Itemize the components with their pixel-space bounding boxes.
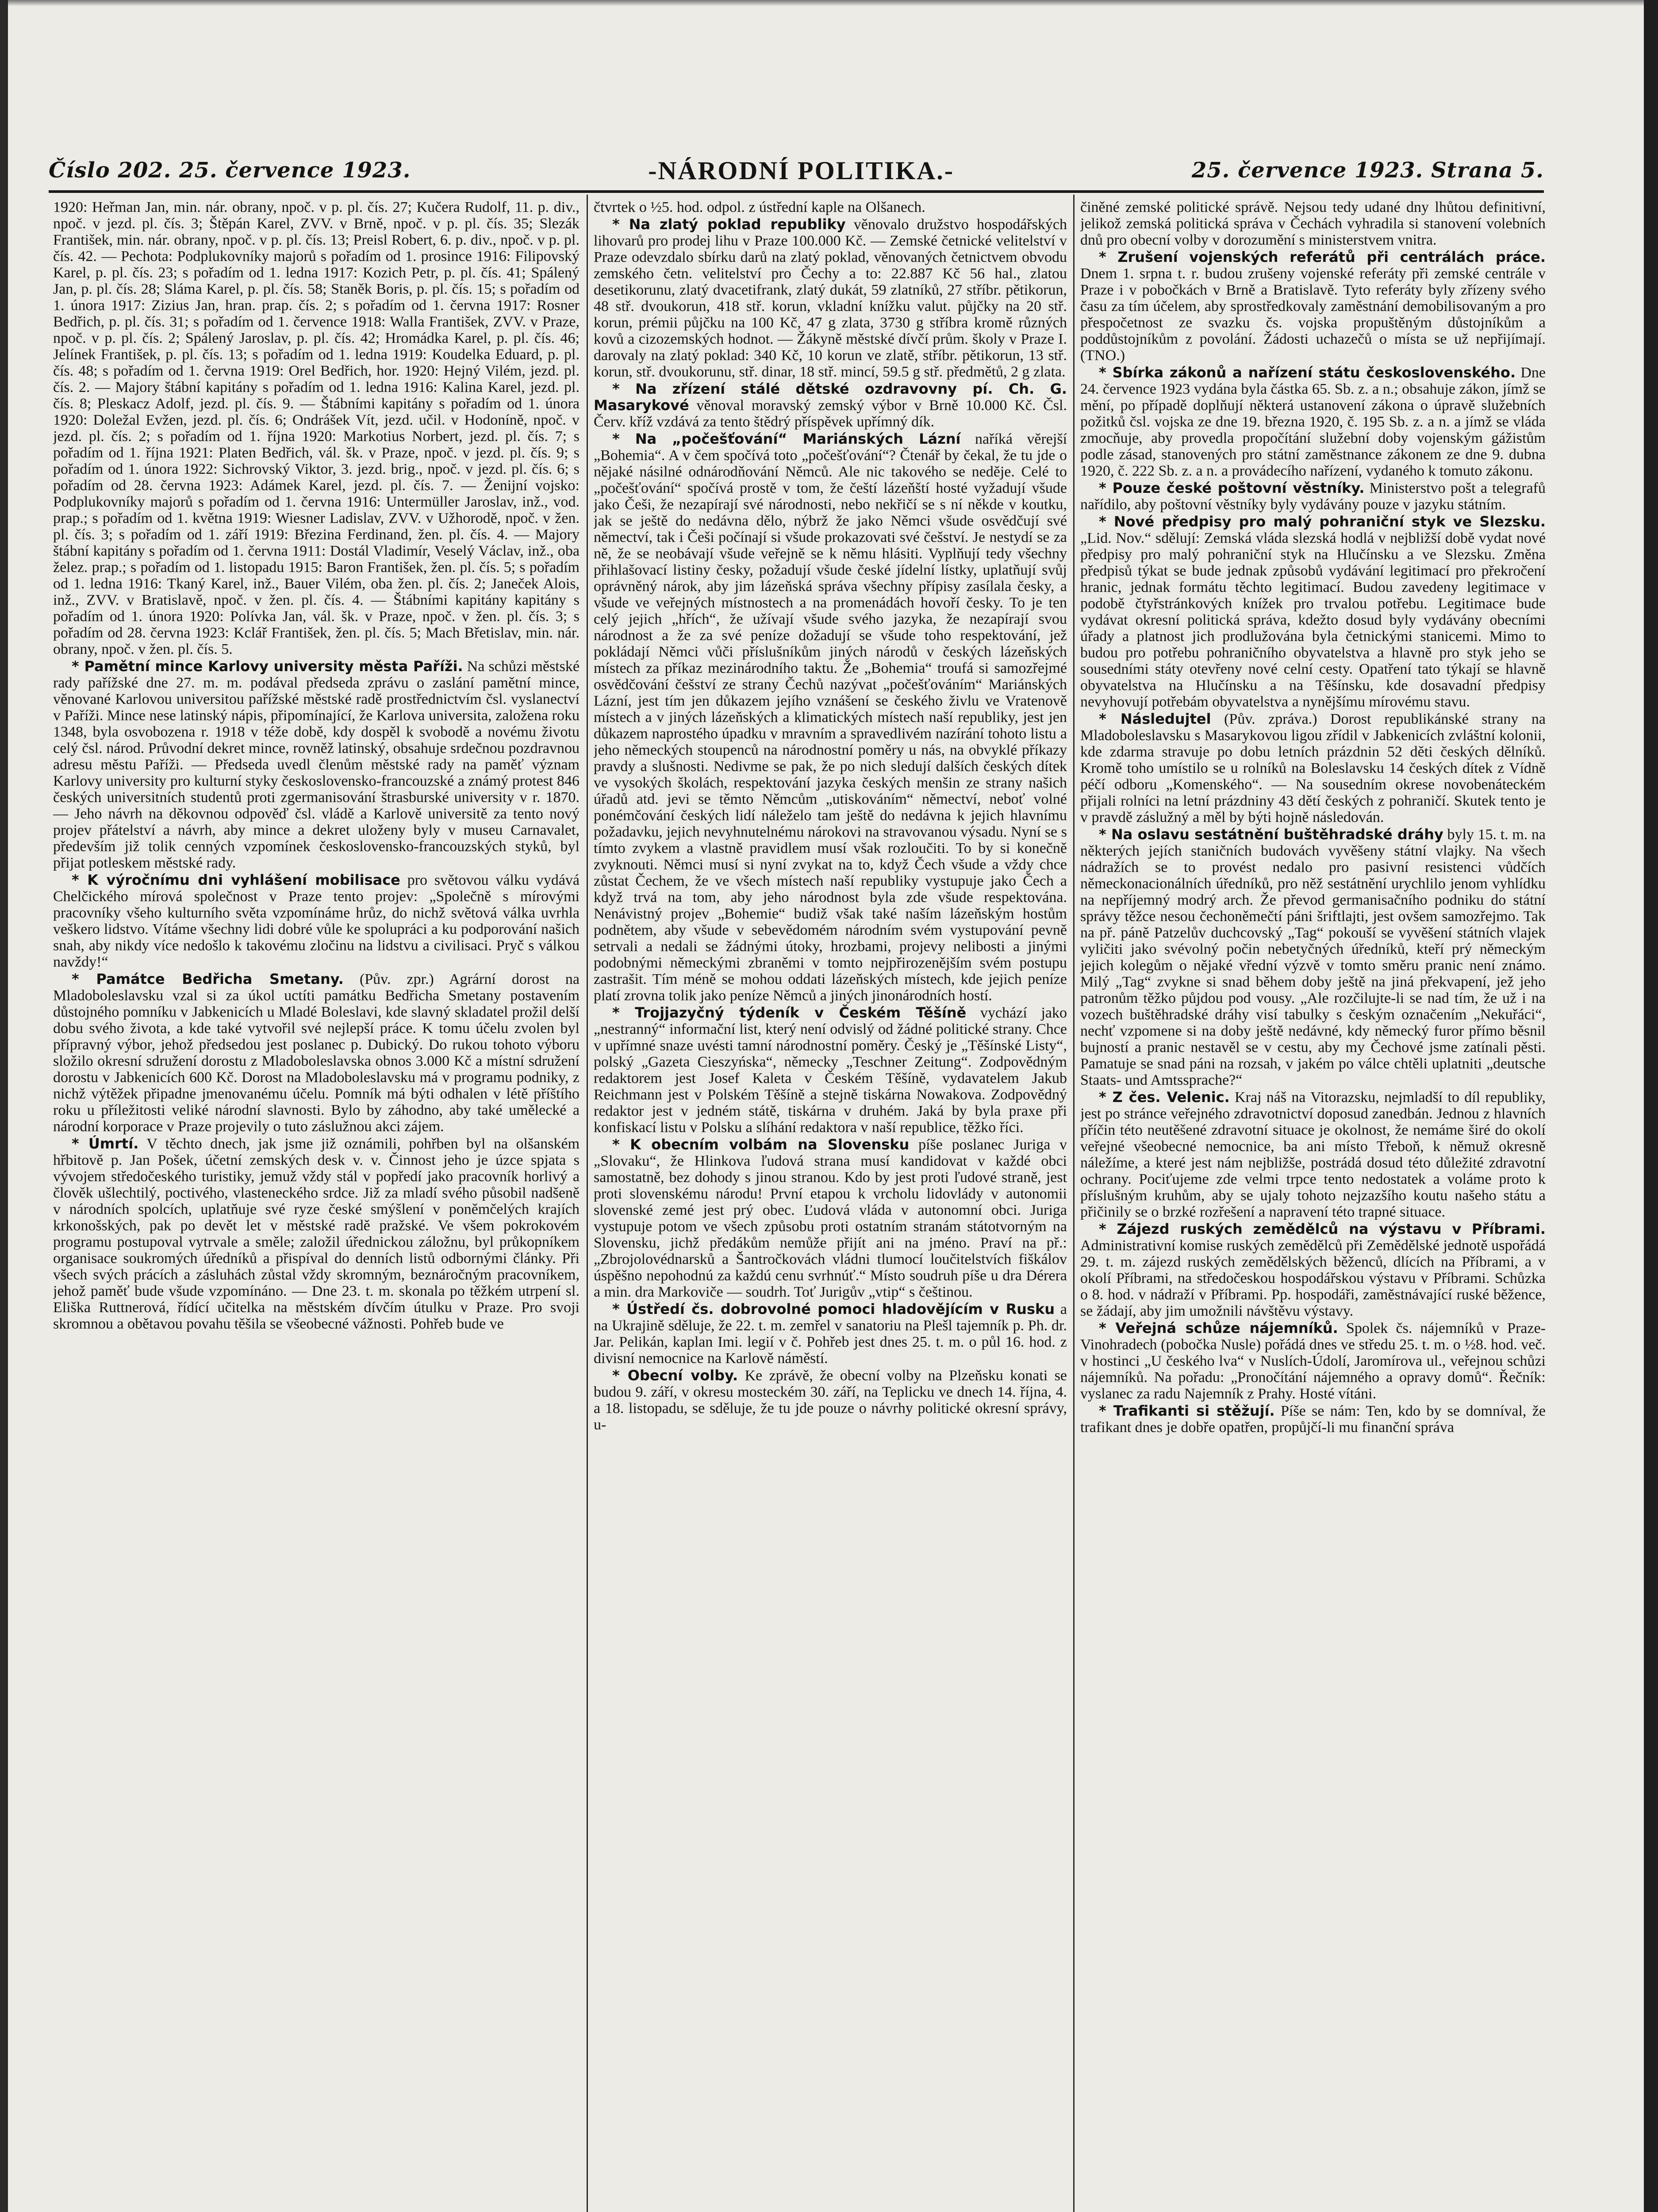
article-text: (Pův. zpr.) Agrární dorost na Mladoboleslavsku vzal si za úkol uctíti památku Bedřicha Smetany postavením důstojného pomníku v Jabkenicích u Mladé Boleslavi, kde slavný skladatel prožil delší dobu svého života, a kde také vytvořil své nejlepší práce. K tomu účelu zvolen byl přípravný výbor, jehož předsedou jest poslanec p. Dubický. Do rukou tohoto výboru složilo okresní sdružení dorostu z Mladoboleslavska obnos 3.000 Kč a místní sdružení dorostu v Jabkenicích 600 Kč. Dorost na Mladoboleslavsku má v programu podniky, z nichž výtěžek připadne jmenovanému účelu. Pomník má býti odhalen v létě příštího roku u příležitosti veliké národní slavnosti. Bylo by záhodno, aby také umělecké a národní korporace v Praze projevily o tuto záslužnou akci zájem. [53,971,580,1135]
article-paragraph [594,1005,1067,1136]
article-headline: * Na „počešťování“ Mariánských Lázní [612,430,961,447]
article-headline: * Pouze české poštovní věstníky. [1099,480,1365,496]
article-headline: * Zájezd ruských zemědělců na výstavu v Příbrami. [1099,1221,1546,1237]
article-paragraph [1080,1320,1546,1402]
article-paragraph [1080,1089,1546,1220]
article-headline: * Na oslavu sestátnění buštěhradské dráhy [1099,826,1443,843]
scan-shadow-top [8,0,1644,6]
article-paragraph [594,1137,1067,1300]
article-headline: * Obecní volby. [612,1367,738,1384]
article-paragraph [594,431,1067,1004]
article-text: pro světovou válku vydává Chelčického mírová společnost v Praze tento projev: „Společně s mírovými pracovníky všeho kulturního světa vzpomínáme hrůz, do nichž světová válka uvrhla veškero lidstvo. Vítáme všechny lidi dobré vůle ke spolupráci a ku podporování našich snah, aby nikdy více nedošlo k takovému zločinu na lidstvu a civilisaci. Pryč s válkou navždy!“ [53,872,580,970]
article-paragraph [594,1301,1067,1367]
article-headline: * Pamětní mince Karlovy university města Paříži. [72,658,463,675]
article-paragraph [53,971,580,1135]
article-headline: * Na zřízení stálé dětské ozdravovny pí. Ch. G. Masarykové [594,380,1067,414]
article-paragraph [53,658,580,871]
article-headline: * Následujtel [1099,710,1211,727]
article-text: Ministerstvo pošt a telegrafů nařídilo, aby poštovní věstníky byly vydávány pouze v jazyku státním. [1080,480,1546,513]
article-headline: * Z čes. Velenic. [1099,1089,1230,1106]
article-paragraph [1080,480,1546,513]
article-paragraph [594,1367,1067,1433]
article-text: Administrativní komise ruských zemědělců při Zemědělské jednotě uspořádá 29. t. m. zájezd ruských zemědělských běženců, dlících na Příbrami, a v okolí Příbrami, na středočeskou hospodářskou výstavu v Příbrami. Schůzka o 8. hod. v nádraží v Příbrami. Pp. hospodáři, zaměstnávající ruské běžence, se žádají, aby jim umožnili návštěvu výstavy. [1080,1237,1546,1319]
article-headline: * Sbírka zákonů a nařízení státu československého. [1099,364,1516,381]
article-text: 1920: Heřman Jan, min. nár. obrany, npoč. v p. pl. čís. 27; Kučera Rudolf, 11. p. div., npoč. v jezd. pl. čís. 3; Štěpán Karel, ZVV. v Brně, npoč. v p. pl. čís. 35; Slezák František, min. nár. obrany, npoč. v p. pl. čís. 13; Preisl Robert, 6. p. div., npoč. v p. pl. čís. 42. — Pechota: Podplukovníky majorů s pořadím od 1. prosince 1916: Filipovský Karel, p. pl. čís. 23; s pořadím od 1. ledna 1917: Kozich Petr, p. pl. čís. 41; Spálený Jan, p. pl. čís. 28; Sláma Karel, p. pl. čís. 58; Staněk Boris, p. pl. čís. 15; s pořadím od 1. února 1917: Zizius Jan, hran. prap. čís. 2; s pořadím od 1. června 1917: Rosner Bedřich, p. pl. čís. 31; s pořadím od 1. července 1918: Walla František, ZVV. v Praze, npoč. v p. pl. čís. 2; Spálený Jaroslav, p. pl. čís. 42; Hromádka Karel, p. pl. čís. 46; Jelínek František, p. pl. čís. 13; s pořadím od 1. ledna 1919: Koudelka Eduard, p. pl. čís. 48; s pořadím od 1. června 1919: Orel Bedřich, hor. 1920: Hejný Vilém, jezd. pl. čís. 2. — Majory štábní kapitány s pořadím od 1. ledna 1916: Kalina Karel, jezd. pl. čís. 8; Pleskacz Adolf, jezd. pl. čís. 9. — Štábními kapitány s pořadím od 1. února 1920: Doležal Evžen, jezd. pl. čís. 6; Ondrášek Vít, jezd. učil. v Hodoníně, npoč. v jezd. pl. čís. 2; s pořadím od 1. října 1920: Markotius Norbert, jezd. pl. čís. 7; s pořadím od 1. října 1921: Platen Bedřich, vál. šk. v Praze, npoč. v jezd. pl. čís. 9; s pořadím od 1. února 1922: Sichrovský Viktor, 3. jezd. brig., npoč. v jezd. pl. čís. 6; s pořadím od 28. června 1923: Adámek Karel, jezd. pl. čís. 7. — Ženijní vojsko: Podplukovníky majorů s pořadím od 1. června 1916: Untermüller Jaroslav, inž., vod. prap.; s pořadím od 1. května 1919: Wiesner Ladislav, ZVV. v Užhorodě, npoč. v žen. pl. čís. 3; s pořadím od 1. září 1919: Březina Ferdinand, žen. pl. čís. 4. — Majory štábní kapitány s pořadím od 1. června 1911: Dostál Vladimír, Veselý Václav, inž., oba želez. prap.; s pořadím od 1. listopadu 1915: Baron František, žen. pl. čís. 5; s pořadím od 1. ledna 1916: Tkaný Karel, inž., Bauer Vilém, oba žen. pl. čís. 2; Janeček Alois, inž., ZVV. v Bratislavě, npoč. v žen. pl. čís. 4. — Štábními kapitány kapitány s pořadím od 1. února 1920: Polívka Jan, vál. šk. v Praze, npoč. v žen. pl. čís. 3; s pořadím od 28. června 1923: Kclář František, žen. pl. čís. 5; Mach Břetislav, min. nár. obrany, npoč. v žen. pl. čís. 5. [53,199,580,657]
article-paragraph [53,1136,580,1332]
article-text: byly 15. t. m. na některých jejích staničních budovách vyvěšeny státní vlajky. Na všech nádražích se to provést nedalo pro pasivní resistenci vůdčích německonacionálních úředníků, pro něž sestátnění urychlilo jenom vyhlídku na nepříjemný modrý arch. Že převod germanisačního podniku do státní správy těžce nesou čechoněmečtí páni šriftlajti, jest ovšem samozřejmo. Tak na př. páně Patzelův duchcovský „Tag“ pokouší se vyvěšení státních vlajek vyličiti jako svévolný počin nebetyčných úředníků, kteří prý německým jejich kolegům o nějaké vřední výzvě v tomto směru pranic není známo. Milý „Tag“ zvykne si snad během doby ještě na jiná překvapení, jež jeho patronům těžko půjdou pod vousy. „Ale rozčilujte-li se nad tím, že už i na vozech buštěhradské dráhy visí tabulky s českým označením „Nekuřáci“, nechť vzpomene si na doby ještě nedávné, kdy německý furor přímo běsnil bujností a pranic nestavěl se v cestu, aby my Čechové jsme zatínali pěsti. Pamatuje se snad páni na rozsah, v jakém po válce chtěli uplatniti „deutsche Staats- und Amtssprache?“ [1080,826,1546,1088]
article-text: Spolek čs. nájemníků v Praze-Vinohradech (pobočka Nusle) pořádá dnes ve středu 25. t. m. o ½8. hod. več. v hostinci „U českého lva“ v Nuslích-Údolí, Jaromírova ul., veřejnou schůzi nájemníků. Na pořadu: „Pronočítání nájemného a opravy domů“. Řečník: vyslanec za radu Najemník z Prahy. Hosté vítáni. [1080,1320,1546,1402]
article-text: Píše se nám: Ten, kdo by se domníval, že trafikant dnes je dobře opatřen, propůjčí-li mu finanční správa [1080,1403,1546,1436]
article-headline: * Zrušení vojenských referátů při centrálách práce. [1099,249,1546,265]
article-text: „Lid. Nov.“ sdělují: Zemská vláda slezská hodlá v nejbližší době vydat nové předpisy pro malý pohraniční styk na Hlučínsku a ve Slezsku. Změna předpisů týkat se bude jednak způsobů vydávání legitimací pro překročení hranic, jednak formátu těchto legitimací. Budou zavedeny legitimace v podobě čtyřstránkových knížek pro trvalou potřebu. Legitimace bude vydávat okresní politická správa, kdežto dosud byly vydávány obecními úřady a platnost jich prodlužována byla četnickými stanicemi. Mimo to budou pro potřebu pohraničního obyvatelstva a hlavně pro styk jeho se sousedními státy otevřeny nové celní cesty. Opatření tato týkají se hlavně obyvatelstva na Hlučínsku a na Těšínsku, kde dosavadní předpisy nevyhovují potřebám obyvatelstva a nynějšímu mírovému stavu. [1080,530,1546,710]
column-2 [594,199,1067,2212]
article-headline: * Veřejná schůze nájemníků. [1099,1320,1338,1336]
article-headline: * Ústředí čs. dobrovolné pomoci hladovějícím v Rusku [612,1301,1055,1317]
header-rule [49,190,1544,193]
article-headline: * Nové předpisy pro malý pohraniční styk ve Slezsku. [1099,513,1546,530]
column-3 [1080,199,1546,2212]
article-headline: * K výročnímu dni vyhlášení mobilisace [72,872,400,888]
article-paragraph [594,216,1067,380]
article-headline: * Trojjazyčný týdeník v Českém Těšíně [612,1004,967,1021]
scan-border-right [1644,0,1658,2212]
issue-number-date: Číslo 202. 25. července 1923. [49,158,411,183]
column-1 [53,199,580,2212]
column-divider-2 [1073,195,1075,2212]
article-text: Na schůzi městské rady pařížské dne 27. m. m. podával předseda zprávu o zaslání pamětní mince, věnované Karlovou universitou pařížské městské radě prostřednictvím čsl. vyslanectví v Paříži. Mince nese latinský nápis, připomínající, že Karlova universita, založena roku 1348, byla osvobozena r. 1918 v téže době, kdy dospěl k svobodě a novému životu celý čsl. národ. Průvodní dekret mince, rovněž latinský, obsahuje srdečnou pozdravnou adresu městu Paříži. — Předseda uvedl členům městské rady na paměť význam Karlovy university pro kulturní styky československo-francouzské a známý protest 846 českých universitních studentů proti zgermanisování štrasburské university v r. 1870. — Jeho návrh na děkovnou odpověď čsl. vládě a Karlově universitě za tento nový projev přátelství a návrh, aby mince a dekret uloženy byly v museu Carnavalet, především již tolik cenných vzpomínek československo-francouzských styků, byl přijat potleskem městské rady. [53,658,580,871]
article-text: (Pův. zpráva.) Dorost republikánské strany na Mladoboleslavsku s Masarykovou ligou zřídil v Jabkenicích zvláštní kolonii, kde zdarma stravuje po dobu letních prázdnin 52 děti českých dělníků. Kromě toho umístilo se u rolníků na Boleslavsku 14 českých dítek z Vídně péčí odboru „Komenského“. — Na sousedním okrese novobenáteckém přijali rolníci na letní prázdniny 43 dětí českých z pohraničí. Skutek tento je v pravdě záslužný a měl by býti hojně následován. [1080,711,1546,826]
article-text: V těchto dnech, jak jsme již oznámili, pohřben byl na olšanském hřbitově p. Jan Pošek, účetní zemských desk v. v. Činnost jeho je úzce spjata s vývojem středočeského turistiky, jemuž vždy stál v popředí jako pracovník horlivý a člověk ušlechtilý, poctivého, vlasteneckého srdce. Již za mladí svého působil nadšeně v národních spolcích, uplatňuje své ryze české smýšlení v poněmčelých krajích krkonošských, pak po devět let v městské radě pražské. Ve všem pokrokovém programu postupoval vytrvale a směle; založil úřednickou záložnu, byl průkopníkem organisace soukromých úředníků a přispíval do denních listů odbornými články. Při všech svých prácích a zásluhách zůstal vždy skromným, beznáročným pracovníkem, jehož paměť bude všude vzpomínáno. — Dne 23. t. m. skonala po těžkém utrpení sl. Eliška Ruttnerová, řídící učitelka na městském dívčím útulku v Praze. Pro svoji skromnou a obětavou povahu těšila se všeobecné vážnosti. Pohřeb bude ve [53,1136,580,1332]
article-text: píše poslanec Juriga v „Slovaku“, že Hlinkova ľudová strana musí kandidovat v každé obci samostatně, bez dohody s jinou stranou. Kdo by jest proti ľudové straně, jest proti slovenskému národu! První etapou k vrcholu lidovlády v autonomii slovenské zemé jest prý obec. Ľudová vláda v autonomní obci. Juriga vystupuje potom ve všech způsobu proti ostatním stranám státotvorným na Slovensku, jichž předákům nemůže přijít ani na jméno. Praví na př.: „Zbrojolovédnarsků a Šantročkovách vládni tlumocí loučitelstvích fiškálov úspěšno nepohodnú za každú cenu svrhnúť.“ Místo soudruh píše u dra Dérera a min. dra Markoviče — soudrh. Toť Jurigův „vtip“ s češtinou. [594,1137,1067,1300]
article-paragraph [1080,365,1546,479]
article-text: věnovalo družstvo hospodářských lihovarů pro prodej lihu v Praze 100.000 Kč. — Zemské četnické velitelství v Praze odevzdalo sbírku darů na zlatý poklad, věnovaných četnictvem obvodu zemského četn. velitelství pro Čechy a to: 22.887 Kč 56 hal., zlatou desetikorunu, zlatý dvacetifrank, zlatý dukát, 59 zlatníků, 27 stříbr. pětikorun, 48 stř. dvoukorun, 418 stř. korun, vkladní knížku valut. půjčky na 20 stř. korun, prémii půjčku na 100 Kč, 47 g zlata, 3730 g stříbra kromě různých kovů a cizozemských hodnot. — Žákyně městské dívčí prům. školy v Praze I. darovaly na zlatý poklad: 340 Kč, 10 korun ve zlatě, stříbr. pětikorun, 13 stř. korun, stř. dvoukorunu, stř. dinar, 18 stř. mincí, 59.5 g stř. předmětů, 2 g zlata. [594,216,1067,380]
article-text: činěné zemské politické správě. Nejsou tedy udané dny lhůtou definitivní, jelikož zemská politická správa v Čechách vyhradila si stanovení volebních dnů pro obecní volby v dorozumění s ministerstvem vnitra. [1080,199,1546,248]
article-paragraph [1080,514,1546,710]
scan-border-left [0,0,8,2212]
article-headline: * Na zlatý poklad republiky [612,216,846,233]
article-paragraph [1080,1221,1546,1319]
masthead-title: -NÁRODNÍ POLITIKA.- [648,156,955,185]
article-text: Dnem 1. srpna t. r. budou zrušeny vojenské referáty při zemské centrále v Praze i v pobočkách v Brně a Bratislavě. Tyto referáty byly zřízeny svého času za tím účelem, aby sprostředkovaly zaměstnání demobilisovaným a pro přespočetnost ze svazku čs. vojska propuštěným důstojníkům a poddůstojníkům z povolání. Žádosti uchazečů o místa se už nepřijímají. (TNO.) [1080,265,1546,364]
article-paragraph [53,872,580,970]
article-paragraph [1080,711,1546,826]
article-text: Kraj náš na Vitorazsku, nejmladší to díl republiky, jest po stránce veřejného zdravotnictví doposud zanedbán. Jednou z hlavních příčin této neutěšené zdravotní situace je okolnost, že nemáme širé do okolí veřejné všeobecné nemocnice, ba ani místo Třeboň, k němuž okresně náležíme, a které jest nám nejbližše, postrádá dosud této důležité zdravotní ochrany. Pociťujeme zde velmi trpce tento nedostatek a voláme proto k příslušným kruhům, aby se ujaly tohoto nejzazšího koutu našeho státu a přičinily se o brzké rozřešení a napravení této trapné situace. [1080,1089,1546,1220]
page-header [49,150,1544,190]
article-text: věnoval moravský zemský výbor v Brně 10.000 Kč. Čsl. Červ. kříž vzdává za tento štědrý příspěvek upřímný dík. [594,397,1067,430]
column-divider-1 [587,195,588,2212]
date-page-number: 25. července 1923. Strana 5. [1191,158,1544,183]
article-text: čtvrtek o ½5. hod. odpol. z ústřední kaple na Olšanech. [594,199,925,215]
article-text: Dne 24. července 1923 vydána byla částka 65. Sb. z. a n.; obsahuje zákon, jímž se mění, po případě doplňují některá ustanovení zákona o úpravě služebních požitků čsl. vojska ze dne 19. března 1920, č. 195 Sb. z. a n. a jímž se vláda zmocňuje, aby provedla propočítání služební doby vojenským gážistům podle zásad, stanovených pro státní zaměstnance zákonem ze dne 9. dubna 1920, č. 222 Sb. z. a n. a provádecího nařízení, vydaného k tomuto zákonu. [1080,365,1546,479]
article-text: naříká věrejší „Bohemia“. A v čem spočívá toto „počešťování“? Čtenář by čekal, že tu jde o nějaké násilné odnárodňování Němců. Ale nic takového se neděje. Celé to „počešťování“ spočívá prostě v tom, že čeští lázeňští hosté vyžadují všude jako Češi, že nezapírají své národnosti, nebo nekřičí se s ní někde v koutku, jak se ještě do nedávna dělo, nýbrž že jako Němci všude osvědčují své němectví, tak i Češi počínají si všude prokazovati své češství. Je nestydí se za ně, že se neobávají všude veřejně se k němu hlásiti. Vyplňují tedy všechny přihlašovací listiny česky, požadují všude české jídelní lístky, uplatňují svůj oprávněný nárok, aby jim lázeňská správa všechny přípisy zasílala česky, a všude ve veřejných místnostech a na promenádách hovoří česky. To je ten celý jejich „hřích“, že užívají všude svého jazyka, že nezapírají svou národnost a že za své peníze dožadují se všude toho respektování, jež pokládají Němci vůči příslušníkům jiných národů v českých lázeňských místech za příkaz mezinárodního taktu. Že „Bohemia“ troufá si samozřejmé osvědčování češství ze strany Čechů nazývat „počešťováním“ Mariánských Lázní, jest tím jen důkazem jejího vznášení se českého živlu ve Vratenově místech a v jiných lázeňských a klimatických místech naší republiky, jest jen důkazem naprostého úpadku v mravním a spravedlivém nazírání tohoto listu a jeho německých stoupenců na národnostní poměry u nás, na obvyklé příkazy pravdy a slušnosti. Nedivme se pak, že po nich sledují dalších českých dítek ve vysokých školách, respektování jazyka českých menšin ze strany našich úřadů atd. jevi se těmto Němcům „utiskováním“ němectví, neboť volné ponémčování českých lidí náleželo tam ještě do nedávna k jejich hlavnímu požadavku, jejich nevyhnutelnému nárokovi na stravovanou výsadu. Nyní se s tímto zvykem a vlastně pravidlem musí však rozloučiti. To by si konečně zvyknouti. Němci musí si nyní zvykat na to, když Čech všude a vždy chce zůstat Čechem, že ve všech místech naší republiky vystupuje jako Čech a když trvá na tom, aby jeho národnost byla zde všude respektována. Nenávistný projev „Bohemie“ budiž však také naším lázeňským hostům podnětem, aby všude v sebevědomém národním svém vystupování pevně setrvali a nedali se žádnými útoky, hrozbami, projevy nelibosti a jinými podobnými německými zbraněmi v tomto nejpřirozenějším svém postupu zastrašit. Tím méně se mohou oddati lázeňských místech, kde jejich peníze platí zrovna tolik jako peníze Němců a jiných jinonárodních hostí. [594,431,1067,1004]
article-headline: * Památce Bedřicha Smetany. [72,971,344,987]
article-paragraph [1080,1403,1546,1436]
article-text: a na Ukrajině sděluje, že 22. t. m. zemřel v sanatoriu na Plešl tajemník p. Ph. dr. Jar. Pelikán, kaplan Imi. legií v č. Pohřeb jest dnes 25. t. m. o půl 16. hod. z divisní nemocnice na Karlově náměstí. [594,1301,1067,1367]
article-paragraph [1080,249,1546,364]
article-paragraph [1080,826,1546,1088]
article-headline: * K obecním volbám na Slovensku [612,1136,910,1153]
article-headline: * Trafikanti si stěžují. [1099,1402,1275,1419]
article-headline: * Úmrtí. [72,1135,139,1152]
article-text: vychází jako „nestranný“ informační list, který není odvislý od žádné politické strany. Chce v upřímné snaze uvésti tamní národnostní poměry. Český je „Těšínské Listy“, polský „Gazeta Cieszyńska“, německy „Teschner Zeitung“. Zodpovědným redaktorem jest Josef Kaleta v Českém Těšíně, vydavatelem Jakub Reichmann jest v Polském Těšíně a stejně tiskárna Nowakova. Zodpovědný redaktor jest v jedném státě, tiskárna v druhém. Jaká by byla praxe při konfiskací listu v Polsku a slíhání redaktora v naší republice, těžko říci. [594,1005,1067,1136]
article-paragraph [594,381,1067,430]
article-text: Ke zprávě, že obecní volby na Plzeňsku konati se budou 9. září, v okresu mosteckém 30. září, na Teplicku ve dnech 14. října, 4. a 18. listopadu, se sděluje, že tu jde pouze o návrhy politické okresní správy, u- [594,1367,1067,1433]
